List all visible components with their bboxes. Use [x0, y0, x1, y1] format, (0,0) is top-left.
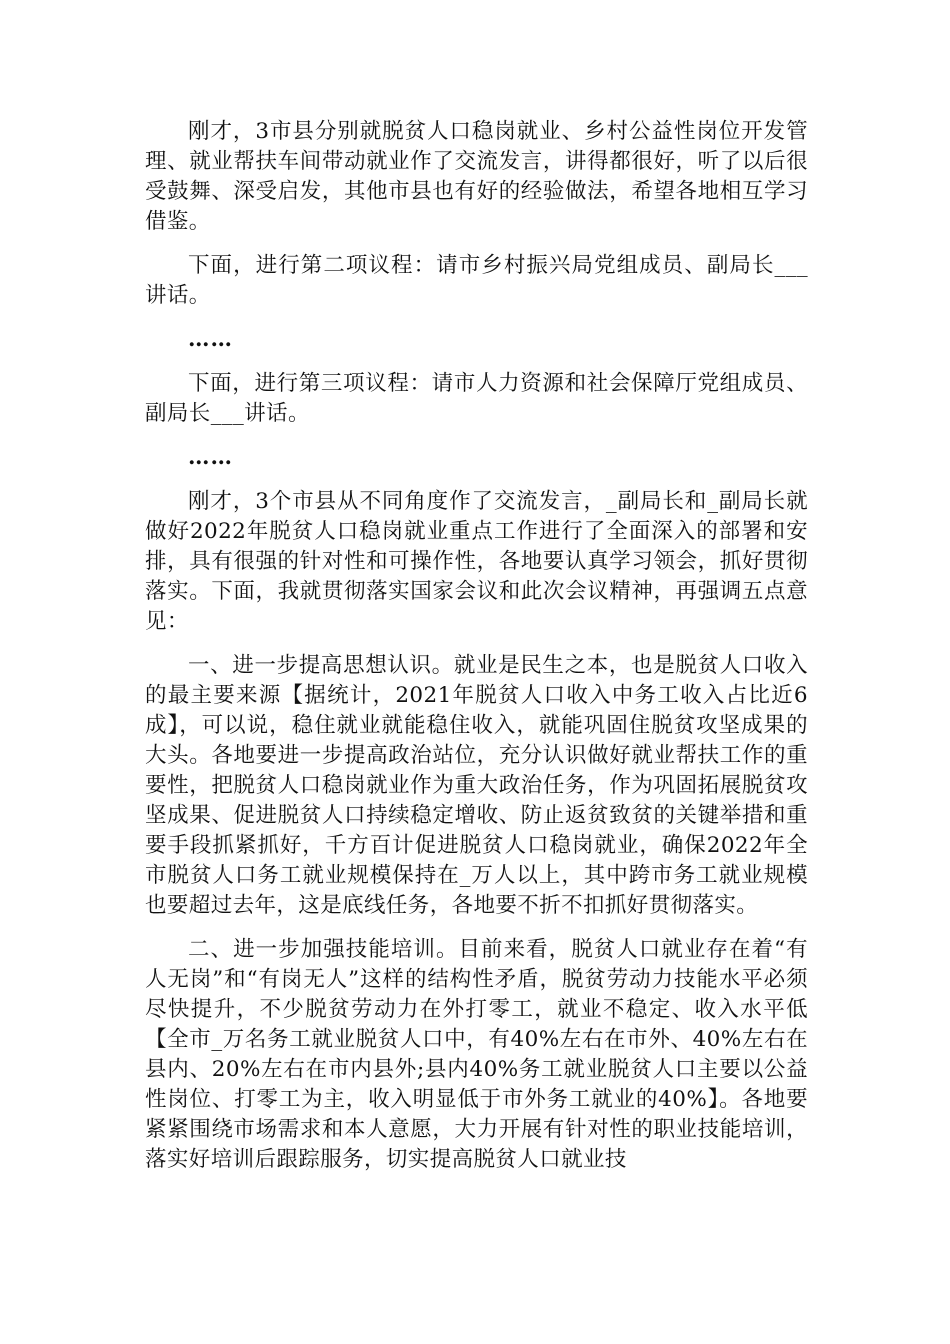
- paragraph-summary-and-points: 刚才，3个市县从不同角度作了交流发言，_副局长和_副局长就做好2022年脱贫人口稳岗就业重点工作进行了全面深入的部署和安排，具有很强的针对性和可操作性，各地要认真学习领会，抓好贯彻落实。下面，我就贯彻落实国家会议和此次会议精神，再强调五点意见：: [145, 489, 808, 634]
- ellipsis-1: ……: [188, 327, 233, 352]
- paragraph-review-exchange: 刚才，3市县分别就脱贫人口稳岗就业、乡村公益性岗位开发管理、就业帮扶车间带动就业作了交流发言，讲得都很好，听了以后很受鼓舞、深受启发，其他市县也有好的经验做法，希望各地相互学习借鉴。: [145, 119, 808, 234]
- document-body: [145, 117, 808, 1189]
- paragraph-agenda-item-two: 下面，进行第二项议程：请市乡村振兴局党组成员、副局长___讲话。: [145, 253, 808, 308]
- paragraph-point-one: 一、进一步提高思想认识。就业是民生之本，也是脱贫人口收入的最主要来源【据统计，2021年脱贫人口收入中务工收入占比近6成】，可以说，稳住就业就能稳住收入，就能巩固住脱贫攻坚成果的大头。各地要进一步提高政治站位，充分认识做好就业帮扶工作的重要性，把脱贫人口稳岗就业作为重大政治任务，作为巩固拓展脱贫攻坚成果、促进脱贫人口持续稳定增收、防止返贫致贫的关键举措和重要手段抓紧抓好，千方百计促进脱贫人口稳岗就业，确保2022年全市脱贫人口务工就业规模保持在_万人以上，其中跨市务工就业规模也要超过去年，这是底线任务，各地要不折不扣抓好贯彻落实。: [145, 653, 808, 918]
- paragraph-point-two: 二、进一步加强技能培训。目前来看，脱贫人口就业存在着“有人无岗”和“有岗无人”这样的结构性矛盾，脱贫劳动力技能水平必须尽快提升，不少脱贫劳动力在外打零工，就业不稳定、收入水平低【全市_万名务工就业脱贫人口中，有40%左右在市外、40%左右在县内、20%左右在市内县外;县内40%务工就业脱贫人口主要以公益性岗位、打零工为主，收入明显低于市外务工就业的40%】。各地要紧紧围绕市场需求和本人意愿，大力开展有针对性的职业技能培训，落实好培训后跟踪服务，切实提高脱贫人口就业技: [145, 937, 808, 1172]
- paragraph-agenda-item-three: 下面，进行第三项议程：请市人力资源和社会保障厅党组成员、副局长___讲话。: [145, 371, 808, 426]
- ellipsis-2: ……: [188, 445, 233, 470]
